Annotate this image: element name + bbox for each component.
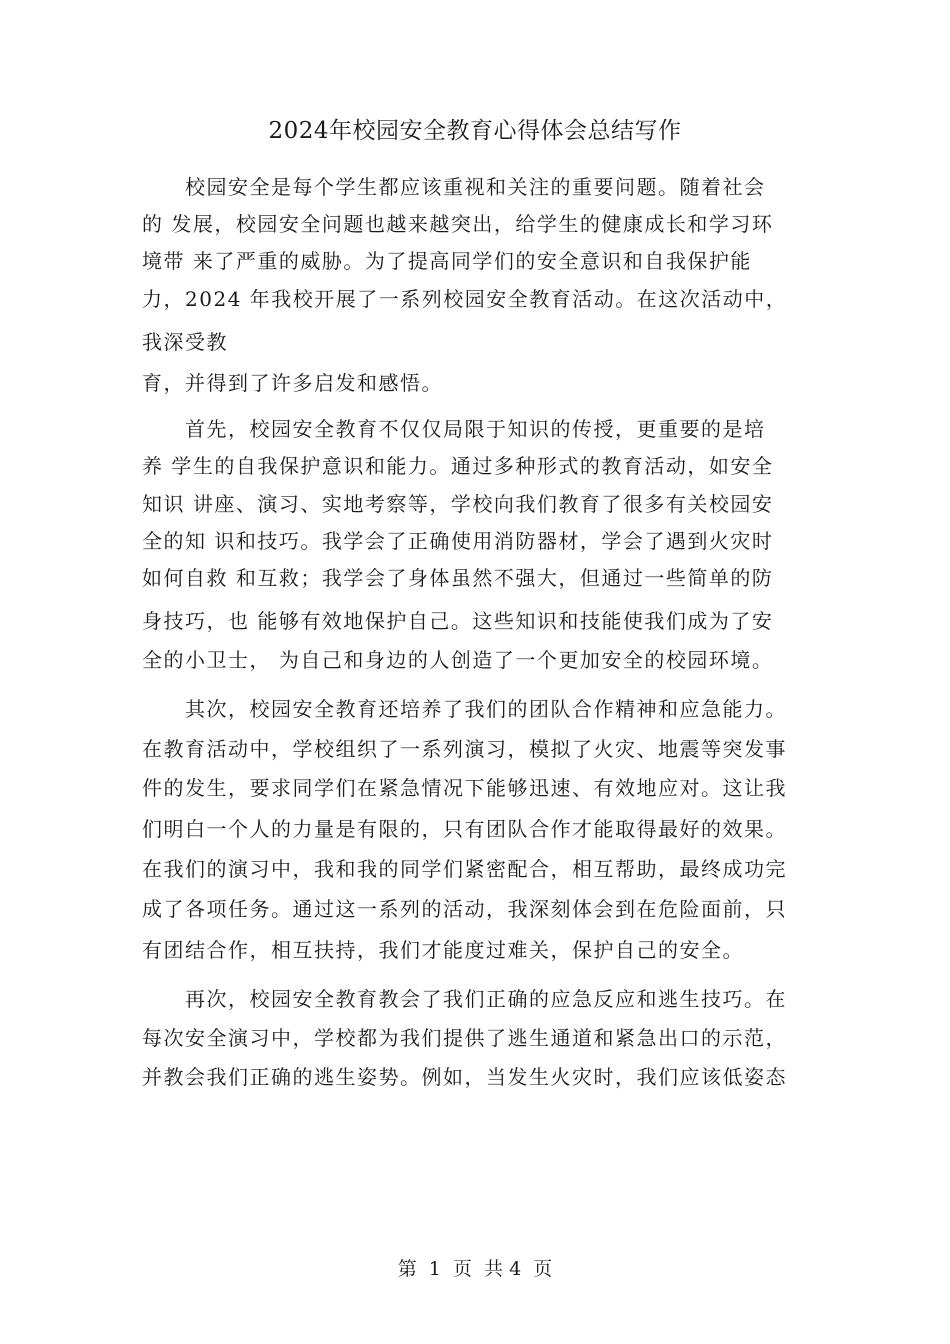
body-text-line: 养 学生的自我保护意识和能力。通过多种形式的教育活动，如安全 (142, 454, 774, 478)
body-text-line: 成了各项任务。通过这一系列的活动，我深刻体会到在危险面前，只 (142, 897, 787, 921)
body-text-line: 身技巧，也 能够有效地保护自己。这些知识和技能使我们成为了安 (142, 609, 774, 633)
body-text-line: 有团结合作，相互扶持，我们才能度过难关，保护自己的安全。 (142, 938, 744, 962)
body-text-line: 校园安全是每个学生都应该重视和关注的重要问题。随着社会 (142, 175, 766, 199)
body-text-line: 全的知 识和技巧。我学会了正确使用消防器材，学会了遇到火灾时 (142, 529, 774, 553)
body-text-line: 我深受教 (142, 330, 228, 354)
body-text-line: 力，2024 年我校开展了一系列校园安全教育活动。在这次活动中， (142, 287, 788, 311)
body-text-line: 件的发生，要求同学们在紧急情况下能够迅速、有效地应对。这让我 (142, 776, 787, 800)
body-text-line: 首先，校园安全教育不仅仅局限于知识的传授，更重要的是培 (142, 417, 766, 441)
body-text-line: 如何自救 和互救；我学会了身体虽然不强大，但通过一些简单的防 (142, 566, 774, 590)
body-text-line: 其次，校园安全教育还培养了我们的团队合作精神和应急能力。 (142, 697, 787, 721)
body-text-line: 在我们的演习中，我和我的同学们紧密配合，相互帮助，最终成功完 (142, 857, 787, 881)
body-text-line: 每次安全演习中，学校都为我们提供了逃生通道和紧急出口的示范， (142, 1026, 787, 1050)
body-text-line: 在教育活动中，学校组织了一系列演习，模拟了火灾、地震等突发事 (142, 737, 787, 761)
page-number-footer: 第 1 页 共 4 页 (397, 1258, 553, 1280)
body-text-line: 的 发展，校园安全问题也越来越突出，给学生的健康成长和学习环 (142, 212, 774, 236)
body-text-line: 知识 讲座、演习、实地考察等，学校向我们教育了很多有关校园安 (142, 492, 774, 516)
body-text-line: 境带 来了严重的威胁。为了提高同学们的安全意识和自我保护能 (142, 249, 752, 273)
body-text-line: 全的小卫士， 为自己和身边的人创造了一个更加安全的校园环境。 (142, 648, 774, 672)
body-text-line: 们明白一个人的力量是有限的，只有团队合作才能取得最好的效果。 (142, 817, 787, 841)
body-text-line: 并教会我们正确的逃生姿势。例如，当发生火灾时，我们应该低姿态 (142, 1065, 787, 1089)
body-text-line: 育，并得到了许多启发和感悟。 (142, 371, 443, 395)
body-text-line: 再次，校园安全教育教会了我们正确的应急反应和逃生技巧。在 (142, 987, 787, 1011)
document-title: 2024年校园安全教育心得体会总结写作 (268, 118, 682, 144)
